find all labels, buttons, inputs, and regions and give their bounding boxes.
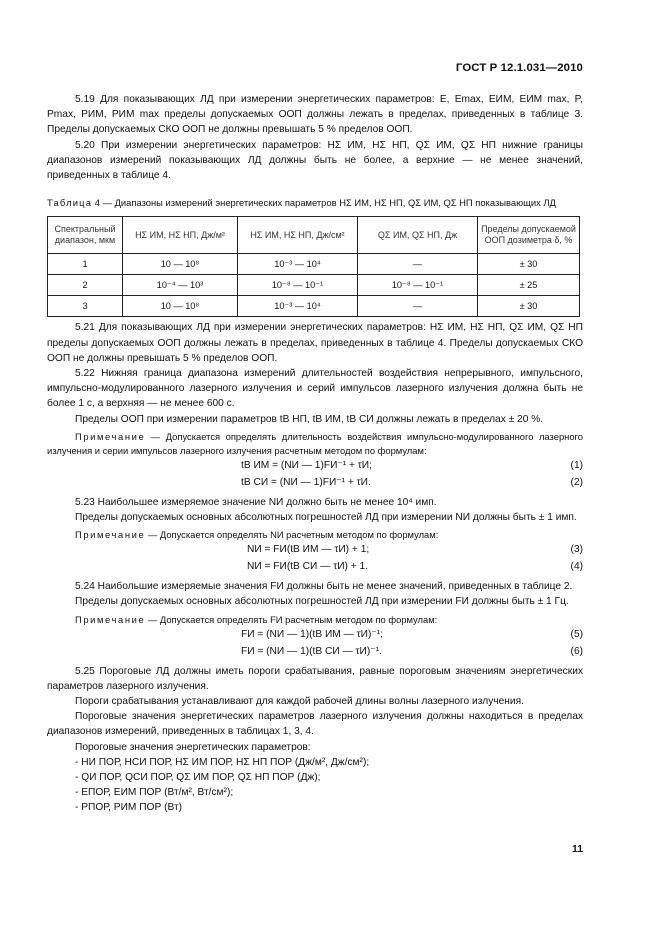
- table-cell: —: [358, 254, 478, 275]
- table-cell: 2: [48, 275, 123, 296]
- table-label: Таблица: [47, 197, 93, 209]
- table-cell: 10⁻³ — 10⁴: [238, 296, 358, 317]
- formula-number: (1): [570, 459, 583, 471]
- note-label: Примечание: [75, 613, 146, 625]
- paragraph-ooп-limits: Пределы ООП при измерении параметров tВ НП, tВ ИМ, tВ СИ должны лежать в пределах ± 20 %.: [75, 413, 544, 425]
- formula-1: [47, 458, 583, 475]
- paragraph-5-22: 5.22 Нижняя граница диапазона измерений длительностей воздействия непрерывного, импульсного, импульсно-модулированного лазерного излучения и серий импульсов лазерного излучения должна быть не более 1 с, а верхняя — не менее 600 с.: [47, 368, 583, 410]
- formula-number: (2): [570, 476, 583, 488]
- note-3: Примечание — Допускается определять FИ расчетным методом по формулам:: [75, 613, 438, 625]
- formula-number: (4): [570, 561, 583, 573]
- table-cell: —: [358, 296, 478, 317]
- formula-3: [47, 542, 583, 559]
- formula-number: (5): [570, 628, 583, 640]
- table-cell: 10⁻⁴ — 10³: [123, 275, 238, 296]
- table-cell: 3: [48, 296, 123, 317]
- table-row: [48, 296, 580, 317]
- note-text: Допускается определять длительность воздействия импульсно-модулированного лазерного излучения и серии импульсов лазерного излучения расчетным методом по формулам:: [47, 430, 583, 456]
- paragraph-5-25: 5.25 Пороговые ЛД должны иметь пороги срабатывания, равные пороговым значениям энергетических параметров лазерного излучения.: [47, 665, 583, 692]
- table-header-cell: Пределы допускаемой ООП дозиметра δ, %: [478, 217, 580, 254]
- formula-4: [47, 559, 583, 576]
- table-cell: ± 25: [478, 275, 580, 296]
- paragraph-threshold-list-intro: Пороговые значения энергетических параметров:: [75, 741, 311, 753]
- table-header-cell: Спектральный диапазон, мкм: [48, 217, 123, 254]
- paragraph-5-23: 5.23 Наибольшее измеряемое значение NИ должно быть не менее 10⁴ имп.: [75, 496, 437, 508]
- table-4: [47, 216, 580, 317]
- paragraph-ni-error: Пределы допускаемых основных абсолютных погрешностей ЛД при измерении NИ должны быть ± 1 имп.: [75, 512, 577, 524]
- table-cell: 10 — 10⁸: [123, 254, 238, 275]
- table-header-cell: HΣ ИМ, HΣ НП, Дж/см²: [238, 217, 358, 254]
- table-header-cell: HΣ ИМ, HΣ НП, Дж/м²: [123, 217, 238, 254]
- table-cell: 1: [48, 254, 123, 275]
- table-row: [48, 275, 580, 296]
- list-item: - QИ ПОР, QСИ ПОР, QΣ ИМ ПОР, QΣ НП ПОР (Дж);: [75, 772, 321, 784]
- formula-5: [47, 627, 583, 644]
- paragraph-5-20: 5.20 При измерении энергетических параметров: HΣ ИМ, HΣ НП, QΣ ИМ, QΣ НП нижние границы диапазонов измерений показывающих ЛД должны быть не более, а верхние — не менее значений, приведенных в таблице 4.: [47, 139, 583, 182]
- page-number: 11: [572, 844, 583, 855]
- paragraph-fi-error: Пределы допускаемых основных абсолютных погрешностей ЛД при измерении FИ должны быть ± 1 Гц.: [75, 596, 569, 608]
- paragraph-5-21: 5.21 Для показывающих ЛД при измерении энергетических параметров: HΣ ИМ, HΣ НП, QΣ ИМ, QΣ НП пределы допускаемых ООП должны лежать в пределах, приведенных в таблице 4. Пределы допускаемых СКО ООП не должны превышать 5 % пределов ООП.: [47, 322, 583, 364]
- note-2: Примечание — Допускается определять NИ расчетным методом по формулам:: [75, 529, 439, 541]
- note-text: Допускается определять FИ расчетным методом по формулам:: [159, 613, 438, 625]
- paragraph-thresholds: Пороги срабатывания устанавливают для каждой рабочей длины волны лазерного излучения.: [75, 696, 524, 708]
- document-header: ГОСТ Р 12.1.031—2010: [455, 62, 583, 74]
- table-cell: 10⁻³ — 10⁴: [238, 254, 358, 275]
- formula-text: FИ = (NИ — 1)(tВ СИ — τИ)⁻¹.: [241, 645, 382, 657]
- table-cell: ± 30: [478, 254, 580, 275]
- table-cell: ± 30: [478, 296, 580, 317]
- table-caption: [47, 195, 583, 210]
- note-label: Примечание: [75, 529, 146, 541]
- table-row: [48, 254, 580, 275]
- paragraph-5-19: 5.19 Для показывающих ЛД при измерении энергетических параметров: E, Emax, EИМ, EИМ max, P, Pmax, PИМ, PИМ max пределы допускаемых ООП должны лежать в пределах, приведенных в таблице 3. Пределы допускаемых СКО ООП не должны превышать 5 % пределов ООП.: [47, 94, 583, 136]
- formula-text: tВ СИ = (NИ — 1)FИ⁻¹ + τИ.: [241, 476, 371, 488]
- table-caption-text: 4 — Диапазоны измерений энергетических параметров HΣ ИМ, HΣ НП, QΣ ИМ, QΣ НП показывающих ЛД: [94, 197, 556, 209]
- paragraph-threshold-ranges: Пороговые значения энергетических параметров лазерного излучения должны находиться в пределах диапазонов измерений, приведенных в таблицах 1, 3, 4.: [47, 711, 583, 738]
- table-cell: 10 — 10⁸: [123, 296, 238, 317]
- note-label: Примечание: [75, 430, 146, 442]
- formula-text: NИ = FИ(tВ ИМ — τИ) + 1;: [247, 544, 370, 556]
- list-item: - EПОР, EИМ ПОР (Вт/м², Вт/см²);: [75, 787, 234, 799]
- formula-2: [47, 475, 583, 492]
- formula-6: [47, 644, 583, 661]
- formula-number: (3): [570, 544, 583, 556]
- formula-number: (6): [570, 645, 583, 657]
- list-item: - HИ ПОР, HСИ ПОР, HΣ ИМ ПОР, HΣ НП ПОР (Дж/м², Дж/см²);: [75, 756, 370, 768]
- formula-text: tВ ИМ = (NИ — 1)FИ⁻¹ + τИ;: [241, 459, 372, 471]
- formula-text: FИ = (NИ — 1)(tВ ИМ — τИ)⁻¹;: [241, 628, 383, 640]
- note-text: Допускается определять NИ расчетным методом по формулам:: [159, 529, 439, 541]
- main-text: [47, 92, 583, 816]
- table-cell: 10⁻⁸ — 10⁻¹: [358, 275, 478, 296]
- paragraph-5-24: 5.24 Наибольшие измеряемые значения FИ должны быть не менее значений, приведенных в таблице 2.: [75, 581, 573, 593]
- list-item: - PПОР, PИМ ПОР (Вт): [75, 802, 183, 814]
- table-cell: 10⁻⁸ — 10⁻¹: [238, 275, 358, 296]
- table-header-cell: QΣ ИМ, QΣ НП, Дж: [358, 217, 478, 254]
- note-1: Примечание — Допускается определять длительность воздействия импульсно-модулированного лазерного излучения и серии импульсов лазерного излучения расчетным методом по формулам:: [47, 430, 583, 456]
- formula-text: NИ = FИ(tВ СИ — τИ) + 1.: [247, 561, 369, 573]
